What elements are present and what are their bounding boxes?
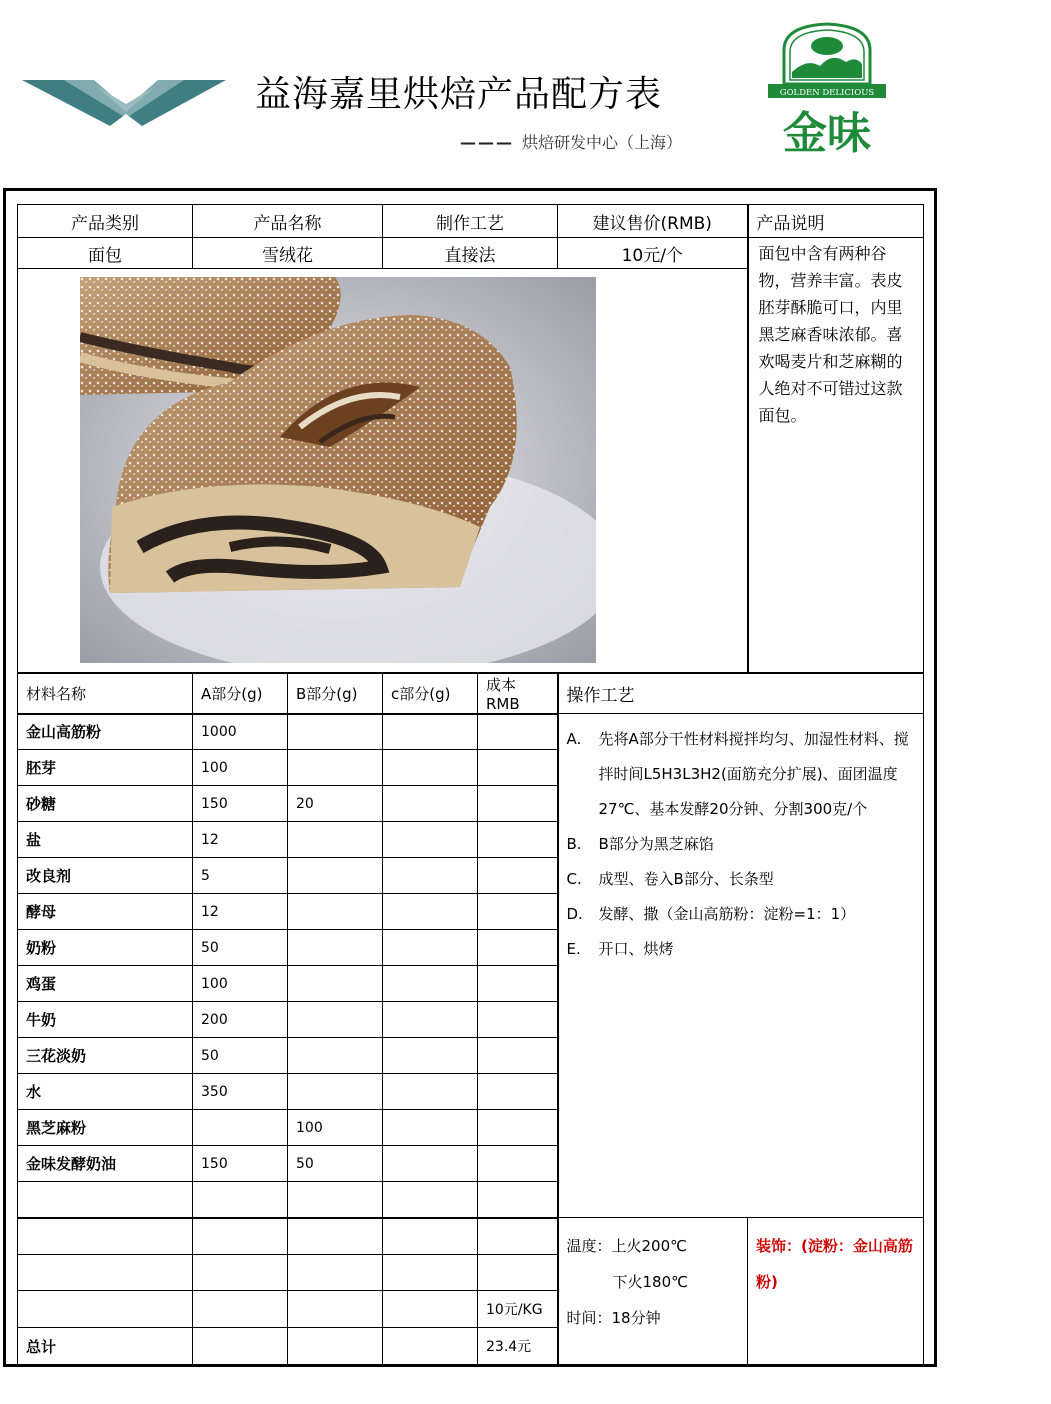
part-a-value: 5: [193, 858, 288, 894]
part-a-value: 50: [193, 1038, 288, 1074]
table-row: [18, 1218, 924, 1255]
value-category: 面包: [18, 238, 193, 269]
part-c-value: [383, 1146, 478, 1182]
cost-value: [478, 1038, 558, 1074]
cost-value: [478, 1002, 558, 1038]
decoration-note: 装饰：(淀粉：金山高筋粉): [748, 1218, 924, 1365]
part-b-value: 20: [288, 786, 383, 822]
blank-cell: [288, 1218, 383, 1255]
cost-value: [478, 822, 558, 858]
cost-value: [478, 714, 558, 750]
blank-cell: [383, 1328, 478, 1365]
info-header-row: [18, 205, 924, 238]
bread-photo: [80, 277, 596, 663]
part-c-value: [383, 750, 478, 786]
material-name: 胚芽: [18, 750, 193, 786]
part-a-value: 1000: [193, 714, 288, 750]
part-c-value: [383, 1038, 478, 1074]
part-c-value: [383, 714, 478, 750]
logo-brand-text: 金味: [783, 108, 871, 158]
step-d-text: 发酵、撒（金山高筋粉：淀粉=1：1）: [598, 905, 856, 923]
material-name: 酵母: [18, 894, 193, 930]
step-a-text: 先将A部分干性材料搅拌均匀、加湿性材料、搅拌时间L5H3L3H2(面筋充分扩展)、面团温度27℃、基本发酵20分钟、分割300克/个: [598, 730, 909, 818]
total-label: 总计: [18, 1328, 193, 1365]
part-c-value: [383, 858, 478, 894]
step-c: [567, 862, 916, 897]
part-c-value: [383, 1074, 478, 1110]
part-c-value: [383, 894, 478, 930]
cost-value: [478, 1110, 558, 1146]
blank-cell: [383, 1255, 478, 1291]
part-b-value: [288, 858, 383, 894]
part-c-value: [383, 930, 478, 966]
part-a-value: 12: [193, 822, 288, 858]
step-b-label: B.: [566, 835, 582, 853]
step-c-text: 成型、卷入B部分、长条型: [598, 870, 774, 888]
col-part-a: A部分(g): [193, 673, 288, 714]
part-b-value: [288, 930, 383, 966]
part-c-value: [383, 1182, 478, 1218]
header-category: 产品类别: [18, 205, 193, 238]
header-description: 产品说明: [748, 205, 924, 238]
page-title: 益海嘉里烘焙产品配方表: [255, 74, 663, 115]
step-d-label: D.: [566, 905, 583, 923]
value-price: 10元/个: [558, 238, 748, 269]
step-a: [567, 722, 916, 827]
cost-value: [478, 1074, 558, 1110]
cost-value: [478, 858, 558, 894]
blank-cell: [288, 1328, 383, 1365]
baking-top-temp: 温度：上火200℃: [566, 1237, 687, 1255]
part-b-value: [288, 1002, 383, 1038]
product-photo-cell: [18, 269, 748, 673]
info-value-row: [18, 238, 924, 269]
part-b-value: [288, 894, 383, 930]
part-a-value: 150: [193, 1146, 288, 1182]
material-name: 三花淡奶: [18, 1038, 193, 1074]
part-b-value: [288, 714, 383, 750]
cost-value: [478, 786, 558, 822]
operation-steps: [558, 714, 924, 1218]
col-operation: 操作工艺: [558, 673, 924, 714]
value-process: 直接法: [383, 238, 558, 269]
baking-info: [558, 1218, 748, 1365]
material-name: 牛奶: [18, 1002, 193, 1038]
part-b-value: [288, 750, 383, 786]
baking-time: 时间：18分钟: [566, 1309, 661, 1327]
subtitle-text: 烘焙研发中心（上海）: [522, 133, 683, 152]
material-name: 盐: [18, 822, 193, 858]
material-name: [18, 1182, 193, 1218]
blank-cell: [18, 1291, 193, 1328]
header-price: 建议售价(RMB): [558, 205, 748, 238]
material-name: 黑芝麻粉: [18, 1110, 193, 1146]
material-name: 砂糖: [18, 786, 193, 822]
step-c-label: C.: [566, 870, 582, 888]
part-b-value: [288, 822, 383, 858]
part-a-value: 100: [193, 750, 288, 786]
part-a-value: 50: [193, 930, 288, 966]
golden-delicious-logo-icon: [762, 22, 892, 158]
blank-cell: [288, 1255, 383, 1291]
step-e: [567, 932, 916, 967]
blank-cell: [18, 1255, 193, 1291]
step-d: [567, 897, 916, 932]
part-a-value: 200: [193, 1002, 288, 1038]
blank-cell: [288, 1291, 383, 1328]
part-a-value: 100: [193, 966, 288, 1002]
material-name: 金山高筋粉: [18, 714, 193, 750]
col-material: 材料名称: [18, 673, 193, 714]
col-cost: 成本RMB: [478, 673, 558, 714]
part-c-value: [383, 1002, 478, 1038]
step-e-text: 开口、烘烤: [598, 940, 674, 958]
blank-cell: [18, 1218, 193, 1255]
header-process: 制作工艺: [383, 205, 558, 238]
blank-cell: [193, 1218, 288, 1255]
part-b-value: [288, 1074, 383, 1110]
header-name: 产品名称: [193, 205, 383, 238]
blank-cell: [383, 1291, 478, 1328]
step-e-label: E.: [566, 940, 581, 958]
part-a-value: 12: [193, 894, 288, 930]
blank-cell: [478, 1218, 558, 1255]
part-b-value: [288, 1182, 383, 1218]
col-part-c: c部分(g): [383, 673, 478, 714]
value-name: 雪绒花: [193, 238, 383, 269]
materials-header-row: [18, 673, 924, 714]
table-row: [18, 714, 924, 750]
part-a-value: 350: [193, 1074, 288, 1110]
blank-cell: [193, 1328, 288, 1365]
part-b-value: [288, 966, 383, 1002]
cost-value: [478, 894, 558, 930]
cost-value: [478, 750, 558, 786]
cost-value: [478, 930, 558, 966]
blank-cell: [383, 1218, 478, 1255]
part-c-value: [383, 966, 478, 1002]
material-name: 奶粉: [18, 930, 193, 966]
material-name: 水: [18, 1074, 193, 1110]
recipe-table: [17, 204, 924, 1365]
company-logo-icon: [22, 78, 226, 128]
material-name: 鸡蛋: [18, 966, 193, 1002]
step-b: [567, 827, 916, 862]
part-b-value: 100: [288, 1110, 383, 1146]
subtitle-dash: ———: [460, 133, 514, 152]
total-cost: 23.4元: [478, 1328, 558, 1365]
col-part-b: B部分(g): [288, 673, 383, 714]
part-c-value: [383, 786, 478, 822]
part-a-value: 150: [193, 786, 288, 822]
step-a-label: A.: [566, 730, 582, 748]
part-c-value: [383, 1110, 478, 1146]
logo-banner-text: GOLDEN DELICIOUS: [779, 88, 875, 98]
material-name: 改良剂: [18, 858, 193, 894]
material-name: 金味发酵奶油: [18, 1146, 193, 1182]
page-subtitle: [460, 130, 682, 153]
cost-value: [478, 1182, 558, 1218]
blank-cell: [193, 1255, 288, 1291]
blank-cell: [478, 1255, 558, 1291]
product-description: 面包中含有两种谷物，营养丰富。表皮胚芽酥脆可口，内里黑芝麻香味浓郁。喜欢喝麦片和芝麻糊的人绝对不可错过这款面包。: [748, 238, 924, 673]
part-c-value: [383, 822, 478, 858]
part-a-value: [193, 1110, 288, 1146]
cost-value: [478, 1146, 558, 1182]
baking-bottom-temp: 下火180℃: [612, 1273, 688, 1291]
blank-cell: [193, 1291, 288, 1328]
cost-value: [478, 966, 558, 1002]
part-b-value: [288, 1038, 383, 1074]
part-a-value: [193, 1182, 288, 1218]
step-b-text: B部分为黑芝麻馅: [598, 835, 714, 853]
part-b-value: 50: [288, 1146, 383, 1182]
cost-per-kg: 10元/KG: [478, 1291, 558, 1328]
